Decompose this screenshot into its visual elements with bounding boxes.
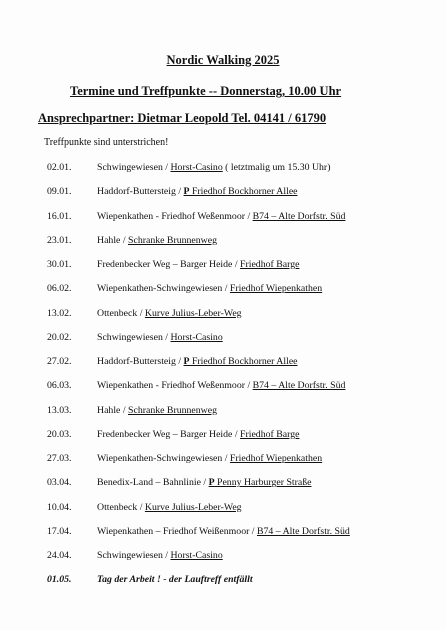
row-date: 06.03. bbox=[47, 380, 72, 392]
row-date: 23.01. bbox=[47, 234, 72, 246]
meeting-point: Horst-Casino bbox=[170, 550, 223, 561]
row-place bbox=[97, 477, 312, 488]
meeting-point: Friedhof Bockhorner Allee bbox=[189, 186, 298, 198]
meeting-point: Kurve Julius-Leber-Weg bbox=[144, 307, 242, 319]
row-area: Ottenbeck / bbox=[97, 501, 145, 513]
meeting-point: Horst-Casino bbox=[170, 331, 223, 343]
row-area: Fredenbecker Weg – Barger Heide / bbox=[97, 259, 241, 270]
schedule-row bbox=[0, 211, 446, 235]
row-place bbox=[97, 405, 217, 416]
meeting-point: Horst-Casino bbox=[170, 162, 223, 173]
row-place bbox=[97, 356, 298, 367]
schedule-row bbox=[0, 526, 446, 550]
schedule-row bbox=[0, 308, 446, 332]
schedule-row bbox=[0, 186, 446, 210]
holiday-row bbox=[0, 574, 446, 598]
row-date: 13.02. bbox=[47, 307, 72, 319]
row-date: 13.03. bbox=[47, 404, 72, 416]
schedule-row bbox=[0, 235, 446, 259]
schedule-row bbox=[0, 429, 446, 453]
schedule-row bbox=[0, 356, 446, 380]
document-title: Nordic Walking 2025 bbox=[166, 53, 280, 67]
meeting-point: Friedhof Barge bbox=[240, 259, 300, 270]
row-place bbox=[97, 550, 223, 561]
row-place bbox=[97, 502, 242, 513]
parking-marker: P bbox=[183, 356, 190, 367]
row-area: Schwingewiesen / bbox=[97, 331, 171, 343]
row-area: Wiepenkathen-Schwingewiesen / bbox=[97, 453, 230, 464]
meeting-point: B74 – Alte Dorfstr. Süd bbox=[252, 380, 346, 392]
meeting-point: B74 – Alte Dorfstr. Süd bbox=[252, 210, 346, 222]
schedule-row bbox=[0, 162, 446, 186]
meeting-point: Penny Harburger Straße bbox=[214, 477, 312, 489]
schedule-subtitle: Termine und Treffpunkte -- Donnerstag, 10.00 Uhr bbox=[70, 84, 342, 98]
schedule-row bbox=[0, 259, 446, 283]
meeting-point: Friedhof Wiepenkathen bbox=[229, 283, 323, 295]
holiday-date: 01.05. bbox=[47, 574, 72, 586]
meeting-point: Friedhof Barge bbox=[240, 428, 300, 440]
row-area: Hahle / bbox=[97, 234, 129, 246]
row-place bbox=[97, 453, 322, 464]
row-place bbox=[97, 162, 330, 173]
row-area: Wiepenkathen – Friedhof Weißenmoor / bbox=[97, 525, 257, 537]
meeting-point: Schranke Brunnenweg bbox=[128, 404, 217, 416]
row-date: 24.04. bbox=[47, 550, 72, 561]
row-place bbox=[97, 283, 322, 294]
schedule-row bbox=[0, 283, 446, 307]
row-place bbox=[97, 526, 350, 537]
row-area: Schwingewiesen / bbox=[97, 162, 171, 173]
contact-line: Ansprechpartner: Dietmar Leopold Tel. 04141 / 61790 bbox=[38, 111, 327, 125]
schedule-row bbox=[0, 502, 446, 526]
row-date: 30.01. bbox=[47, 259, 72, 270]
row-date: 06.02. bbox=[47, 283, 72, 295]
meeting-point: Friedhof Wiepenkathen bbox=[229, 453, 323, 464]
meeting-point-note: Treffpunkte sind unterstrichen! bbox=[44, 137, 169, 148]
schedule-row bbox=[0, 405, 446, 429]
row-place bbox=[97, 259, 299, 270]
row-date: 10.04. bbox=[47, 501, 72, 513]
parking-marker: P bbox=[183, 186, 190, 198]
row-date: 27.02. bbox=[47, 356, 72, 367]
row-area: Ottenbeck / bbox=[97, 307, 145, 319]
row-area: Hahle / bbox=[97, 404, 129, 416]
holiday-text: Tag der Arbeit ! - der Lauftreff entfällt bbox=[97, 574, 253, 586]
row-remark: ( letztmalig um 15.30 Uhr) bbox=[222, 162, 331, 173]
row-date: 16.01. bbox=[47, 210, 72, 222]
row-place bbox=[97, 380, 345, 391]
schedule-row bbox=[0, 453, 446, 477]
parking-marker: P bbox=[208, 477, 215, 489]
row-place bbox=[97, 332, 223, 343]
schedule-row bbox=[0, 380, 446, 404]
row-area: Fredenbecker Weg – Barger Heide / bbox=[97, 428, 241, 440]
row-place bbox=[97, 235, 217, 246]
row-area: Wiepenkathen - Friedhof Weßenmoor / bbox=[97, 380, 253, 392]
row-date: 03.04. bbox=[47, 477, 72, 489]
row-date: 27.03. bbox=[47, 453, 72, 464]
row-date: 20.03. bbox=[47, 428, 72, 440]
row-area: Haddorf-Buttersteig / bbox=[97, 356, 184, 367]
row-date: 09.01. bbox=[47, 186, 72, 198]
row-area: Wiepenkathen-Schwingewiesen / bbox=[97, 283, 230, 295]
meeting-point: B74 – Alte Dorfstr. Süd bbox=[256, 525, 350, 537]
row-area: Wiepenkathen - Friedhof Weßenmoor / bbox=[97, 210, 253, 222]
row-date: 02.01. bbox=[47, 162, 72, 173]
row-area: Schwingewiesen / bbox=[97, 550, 171, 561]
row-place bbox=[97, 308, 242, 319]
row-date: 20.02. bbox=[47, 331, 72, 343]
row-place bbox=[97, 429, 299, 440]
meeting-point: Friedhof Bockhorner Allee bbox=[189, 356, 298, 367]
schedule-row bbox=[0, 477, 446, 501]
schedule-list bbox=[0, 162, 446, 599]
schedule-row bbox=[0, 550, 446, 574]
row-place bbox=[97, 186, 298, 197]
row-area: Haddorf-Buttersteig / bbox=[97, 186, 184, 198]
row-date: 17.04. bbox=[47, 525, 72, 537]
meeting-point: Schranke Brunnenweg bbox=[128, 234, 217, 246]
row-place bbox=[97, 211, 345, 222]
row-area: Benedix-Land – Bahnlinie / bbox=[97, 477, 209, 489]
meeting-point: Kurve Julius-Leber-Weg bbox=[144, 501, 242, 513]
schedule-row bbox=[0, 332, 446, 356]
